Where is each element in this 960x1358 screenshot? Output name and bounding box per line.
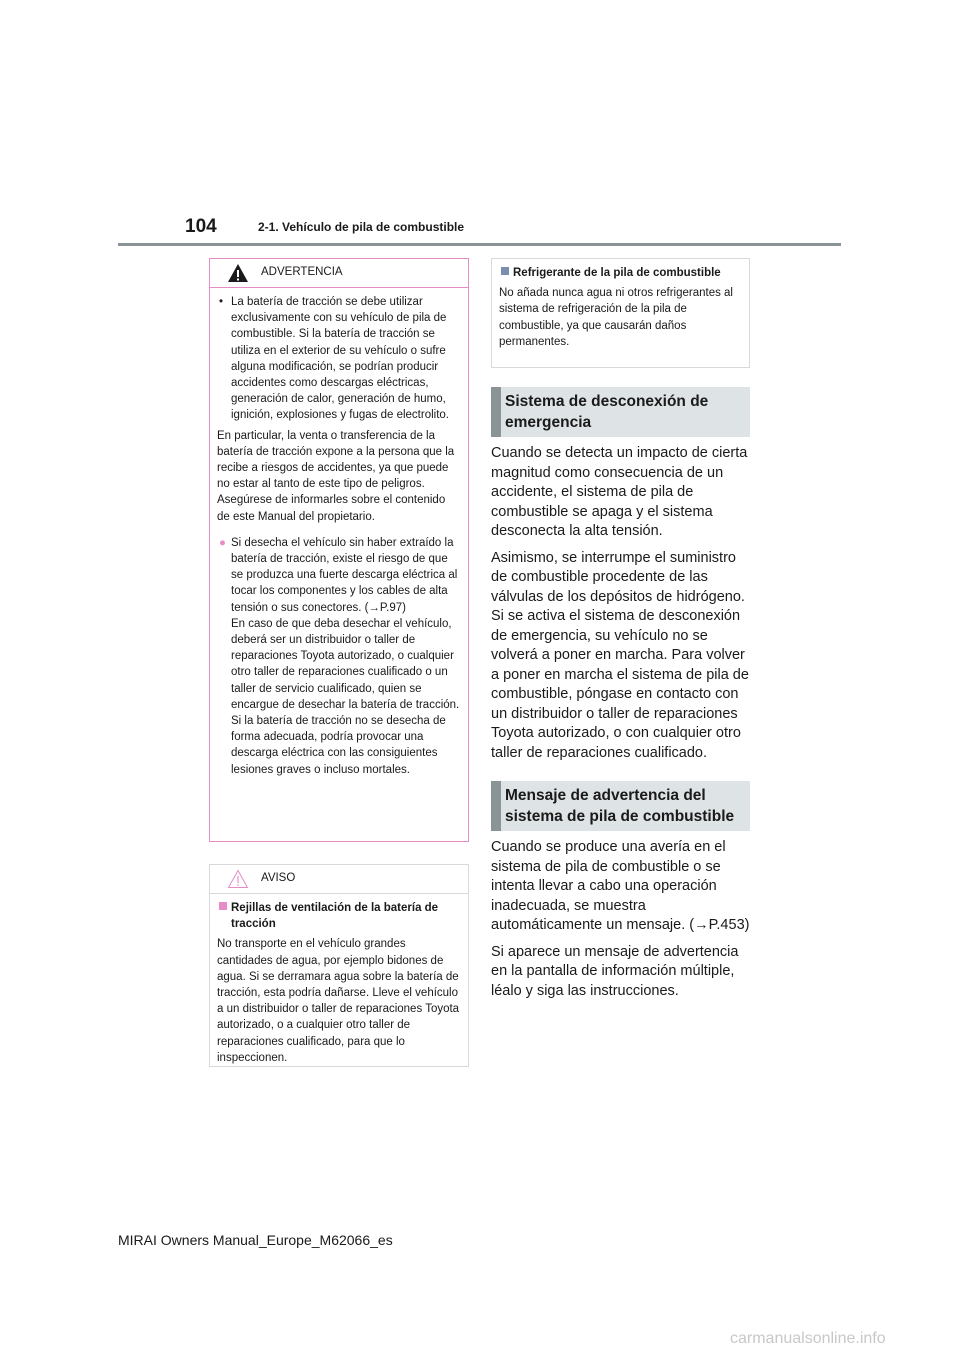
warning-title: ADVERTENCIA — [261, 266, 343, 278]
section-body-warning-message — [491, 838, 753, 1008]
warning-box — [209, 258, 469, 842]
section-body-emergency-shutoff — [491, 444, 753, 770]
paragraph: Cuando se detecta un impacto de cierta magnitud como consecuencia de un accidente, el sistema de pila de combustible se apaga y el sistema desconecta la alta tensión. — [491, 445, 748, 539]
notice-text: No transporte en el vehículo grandes cantidades de agua, por ejemplo bidones de agua. Si se derramara agua sobre la batería de tracción, esta podría dañarse. Lleve el vehículo a un distribuidor o taller de reparaciones Toyota autorizado, o a cualquier otro taller de reparaciones cualificado, para que lo inspeccionen. — [217, 938, 460, 1064]
pink-square-icon — [219, 902, 227, 910]
notice-header — [210, 865, 468, 894]
watermark: carmanualsonline.info — [730, 1330, 886, 1347]
notice-title: AVISO — [261, 872, 296, 884]
refrigerant-box — [491, 258, 750, 368]
refrigerant-title: Refrigerante de la pila de combustible — [499, 265, 742, 281]
footer-manual-id: MIRAI Owners Manual_Europe_M62066_es — [118, 1232, 393, 1248]
chapter-title: 2-1. Vehículo de pila de combustible — [258, 220, 465, 234]
section-heading-emergency-shutoff: Sistema de desconexión de emergencia — [491, 387, 750, 437]
warning-triangle-icon — [227, 263, 249, 283]
warning-header — [210, 259, 468, 288]
refrigerant-text: No añada nunca agua ni otros refrigerantes al sistema de refrigeración de la pila de combustible, ya que causarán daños permanentes. — [499, 287, 733, 348]
notice-body — [210, 894, 468, 1066]
paragraph: Asimismo, se interrumpe el suministro de combustible procedente de las válvulas de los depósitos de hidrógeno. Si se activa el sistema de desconexión de emergencia, su vehículo no se volverá a poner en marcha. Para volver a poner en marcha el sistema de pila de combustible, póngase en contacto con un distribuidor o taller de reparaciones Toyota autorizado, o con cualquier otro taller de reparaciones cualificado. — [491, 549, 749, 761]
paragraph: Cuando se produce una avería en el sistema de pila de combustible o se intenta llevar a cabo una operación inadecuada, se muestra automáticamente un mensaje. (→P.453) — [491, 839, 750, 933]
warning-paragraph: En particular, la venta o transferencia de la batería de tracción expone a la persona que la recibe a riesgos de accidentes, ya que puede no estar al tanto de este tipo de peligros. Asegúrese de informarles sobre el contenido de este Manual del propietario. — [217, 429, 455, 523]
refrigerant-body — [492, 259, 749, 350]
warning-bullet-1: • La batería de tracción se debe utilizar exclusivamente con su vehículo de pila de combustible. Si la batería de tracción se utiliza en el exterior de su vehículo o sufre alguna modificación, se podrían producir accidentes como descargas eléctricas, generación de calor, generación de humo, ignición, explosiones y fugas de electrolito. — [219, 296, 449, 422]
warning-bullet-2-continued: En caso de que deba desechar el vehículo, deberá ser un distribuidor o taller de reparaciones Toyota autorizado, o cualquier otro taller de reparaciones cualificado o un taller de servicio cualificado, quien se encargue de desechar la batería de tracción. Si la batería de tracción no se desecha de forma adecuada, podría provocar una descarga eléctrica con las consiguientes lesiones graves o incluso mortales. — [231, 617, 460, 776]
paragraph: Si aparece un mensaje de advertencia en la pantalla de información múltiple, léalo y siga las instrucciones. — [491, 943, 739, 999]
header-rule — [118, 243, 841, 246]
notice-subtitle: Rejillas de ventilación de la batería de tracción — [217, 900, 461, 932]
caution-triangle-icon — [227, 869, 249, 889]
blue-square-icon — [501, 267, 509, 275]
notice-box — [209, 864, 469, 1067]
page-number: 104 — [185, 216, 217, 237]
warning-bullet-2: ● Si desecha el vehículo sin haber extraído la batería de tracción, existe el riesgo de que se produzca una fuerte descarga eléctrica al tocar los componentes y los cables de alta tensión o sus conectores. (→P.97) — [219, 536, 458, 614]
warning-body — [210, 288, 468, 778]
section-heading-warning-message: Mensaje de advertencia del sistema de pila de combustible — [491, 781, 750, 831]
